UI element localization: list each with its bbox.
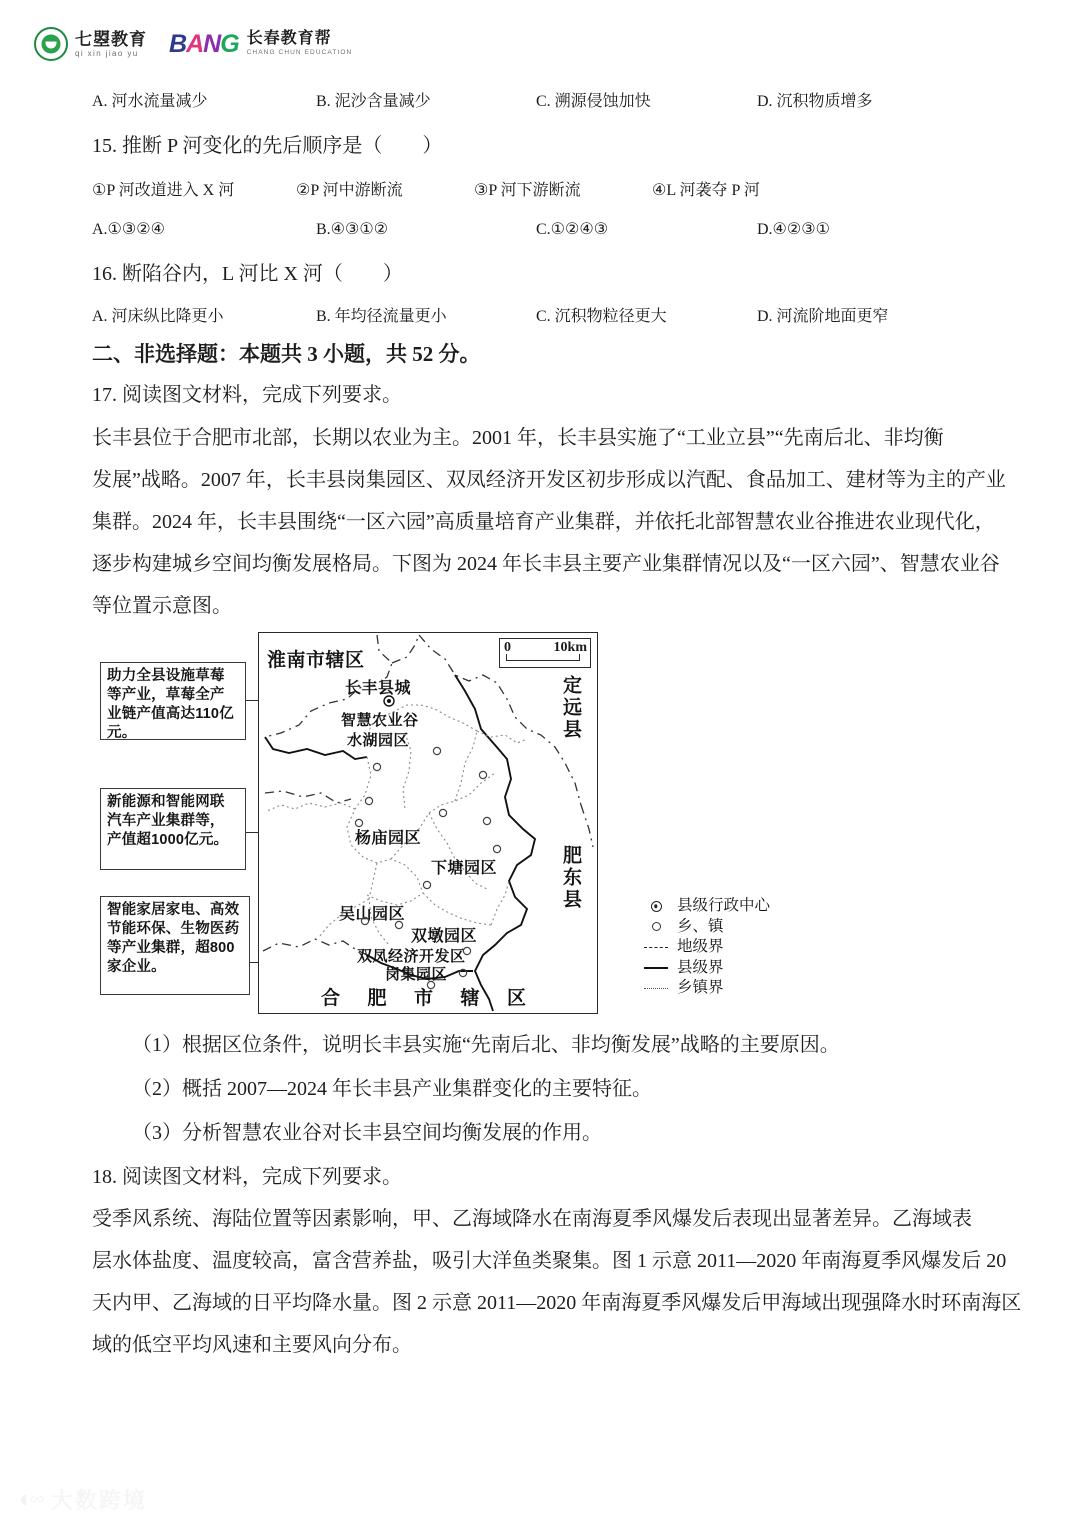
leaf-icon — [34, 27, 68, 61]
changfeng-county-map-figure — [96, 624, 771, 1016]
section-two-heading: 二、非选择题：本题共 3 小题，共 52 分。 — [92, 342, 481, 366]
q17-paragraph-line-5: 等位置示意图。 — [92, 595, 232, 617]
legend-row-prefecture-boundary — [644, 937, 794, 958]
bang-letter-g: G — [220, 29, 239, 58]
legend-label-county-boundary: 县级界 — [677, 958, 724, 976]
qixin-logo-text — [75, 31, 147, 58]
scale-max-label: 10km — [553, 640, 587, 655]
bang-logo-letters — [169, 29, 239, 58]
q18-paragraph-line-2: 层水体盐度、温度较高，富含营养盐，吸引大洋鱼类聚集。图 1 示意 2011—2020 年南海夏季风爆发后 20 — [92, 1250, 1007, 1272]
map-label-shuangfeng-zone: 双凤经济开发区 — [357, 949, 466, 965]
map-legend — [644, 896, 794, 999]
map-label-hefei: 合 肥 市 辖 区 — [321, 988, 533, 1009]
legend-label-prefecture-boundary: 地级界 — [677, 938, 724, 955]
legend-row-township-boundary — [644, 978, 794, 999]
qixin-logo — [34, 27, 147, 61]
q16-option-d: D. 河流阶地面更窄 — [757, 308, 889, 325]
scale-min-label: 0 — [504, 640, 511, 655]
q15-item-2: ②P 河中游断流 — [296, 182, 403, 199]
township-boundary-icon — [644, 988, 668, 989]
bang-letter-n: N — [203, 29, 221, 58]
callout-new-energy-vehicles: 新能源和智能网联汽车产业集群等，产值超1000亿元。 — [100, 788, 246, 870]
q14-option-d: D. 沉积物质增多 — [757, 93, 873, 110]
q16-stem: 16. 断陷谷内，L 河比 X 河（ ） — [92, 263, 403, 285]
q16-option-c: C. 沉积物粒径更大 — [536, 308, 667, 325]
bang-logo-text — [247, 31, 353, 57]
qixin-logo-cn: 七曌教育 — [75, 29, 147, 49]
bang-logo — [169, 31, 352, 57]
q17-subquestion-2: （2）概括 2007—2024 年长丰县产业集群变化的主要特征。 — [132, 1078, 652, 1100]
county-boundary-icon — [644, 967, 668, 969]
callout-strawberry: 助力全县设施草莓等产业，草莓全产业链产值高达110亿元。 — [100, 662, 246, 740]
q15-stem: 15. 推断 P 河变化的先后顺序是（ ） — [92, 135, 443, 157]
county-center-icon — [644, 901, 668, 912]
map-label-yangmiao-park: 杨庙园区 — [355, 830, 422, 847]
q16-option-a: A. 河床纵比降更小 — [92, 308, 224, 325]
map-label-smart-agri-valley: 智慧农业谷 — [341, 713, 419, 729]
map-label-wushan-park: 吴山园区 — [339, 906, 406, 923]
map-label-county-seat: 长丰县城 — [345, 680, 412, 697]
q17-paragraph-line-3: 集群。2024 年，长丰县围绕“一区六园”高质量培育产业集群，并依托北部智慧农业谷推进农业现代化， — [92, 511, 995, 533]
q15-item-1: ①P 河改道进入 X 河 — [92, 182, 235, 199]
bang-letter-b: B — [169, 29, 187, 58]
q15-option-d: D.④②③① — [757, 221, 830, 238]
county-center-symbol — [384, 696, 394, 706]
map-label-huainan: 淮南市辖区 — [267, 650, 365, 671]
q18-paragraph-line-1: 受季风系统、海陆位置等因素影响，甲、乙海域降水在南海夏季风爆发后表现出显著差异。乙海域表 — [92, 1208, 972, 1230]
legend-label-county-center: 县级行政中心 — [677, 897, 771, 914]
q18-paragraph-line-3: 天内甲、乙海域的日平均降水量。图 2 示意 2011—2020 年南海夏季风爆发后甲海域出现强降水时环南海区 — [92, 1292, 1022, 1314]
q14-option-c: C. 溯源侵蚀加快 — [536, 93, 651, 110]
map-frame — [258, 632, 598, 1014]
map-label-dingyuan: 定远县 — [560, 675, 581, 741]
q17-stem: 17. 阅读图文材料，完成下列要求。 — [92, 384, 402, 406]
q16-option-b: B. 年均径流量更小 — [316, 308, 447, 325]
q14-option-a: A. 河水流量减少 — [92, 93, 208, 110]
qixin-logo-pinyin: qi xin jiao yu — [75, 48, 139, 58]
q15-option-a: A.①③②④ — [92, 221, 165, 238]
watermark-text: 大数跨境 — [50, 1488, 147, 1513]
bang-logo-cn: 长春教育帮 — [246, 30, 332, 48]
page-watermark — [16, 1484, 147, 1515]
map-label-shuangdun-park: 双墩园区 — [411, 928, 478, 945]
q17-subquestion-1: （1）根据区位条件，说明长丰县实施“先南后北、非均衡发展”战略的主要原因。 — [132, 1034, 840, 1056]
q14-option-b: B. 泥沙含量减少 — [316, 93, 431, 110]
q17-paragraph-line-2: 发展”战略。2007 年，长丰县岗集园区、双凤经济开发区初步形成以汽配、食品加工、建材等为主的产业 — [92, 469, 1006, 491]
legend-row-county-center — [644, 896, 794, 917]
q17-paragraph-line-1: 长丰县位于合肥市北部，长期以农业为主。2001 年，长丰县实施了“工业立县”“先南后北、非均衡 — [92, 427, 944, 449]
q18-paragraph-line-4: 域的低空平均风速和主要风向分布。 — [92, 1334, 412, 1356]
bang-logo-pinyin: CHANG CHUN EDUCATION — [246, 49, 353, 57]
bang-letter-a: A — [186, 29, 204, 58]
q15-item-4: ④L 河袭夺 P 河 — [652, 182, 760, 199]
brand-header — [34, 24, 352, 64]
map-label-feidong: 肥东县 — [560, 845, 581, 911]
map-label-shuihu-park: 水湖园区 — [347, 733, 410, 749]
township-icon — [644, 922, 668, 931]
q15-item-3: ③P 河下游断流 — [474, 182, 581, 199]
map-label-xiatang-park: 下塘园区 — [431, 860, 498, 877]
map-label-gangji-park: 岗集园区 — [385, 967, 448, 983]
q18-stem: 18. 阅读图文材料，完成下列要求。 — [92, 1166, 402, 1188]
q15-option-c: C.①②④③ — [536, 221, 609, 238]
legend-label-township-boundary: 乡镇界 — [677, 979, 724, 996]
q17-paragraph-line-4: 逐步构建城乡空间均衡发展格局。下图为 2024 年长丰县主要产业集群情况以及“一区六园”、智慧农业谷 — [92, 553, 1000, 575]
q17-subquestion-3: （3）分析智慧农业谷对长丰县空间均衡发展的作用。 — [132, 1122, 602, 1144]
legend-row-township — [644, 917, 794, 938]
prefecture-boundary-icon — [644, 947, 668, 948]
map-settlement-symbols — [259, 633, 597, 1013]
callout-smart-home-appliance: 智能家居家电、高效节能环保、生物医药等产业集群，超800家企业。 — [100, 896, 250, 995]
legend-row-county-boundary — [644, 958, 794, 979]
q15-option-b: B.④③①② — [316, 221, 389, 238]
watermark-glyph-icon: ◖◦◦ — [16, 1485, 43, 1513]
legend-label-township: 乡、镇 — [677, 917, 724, 935]
